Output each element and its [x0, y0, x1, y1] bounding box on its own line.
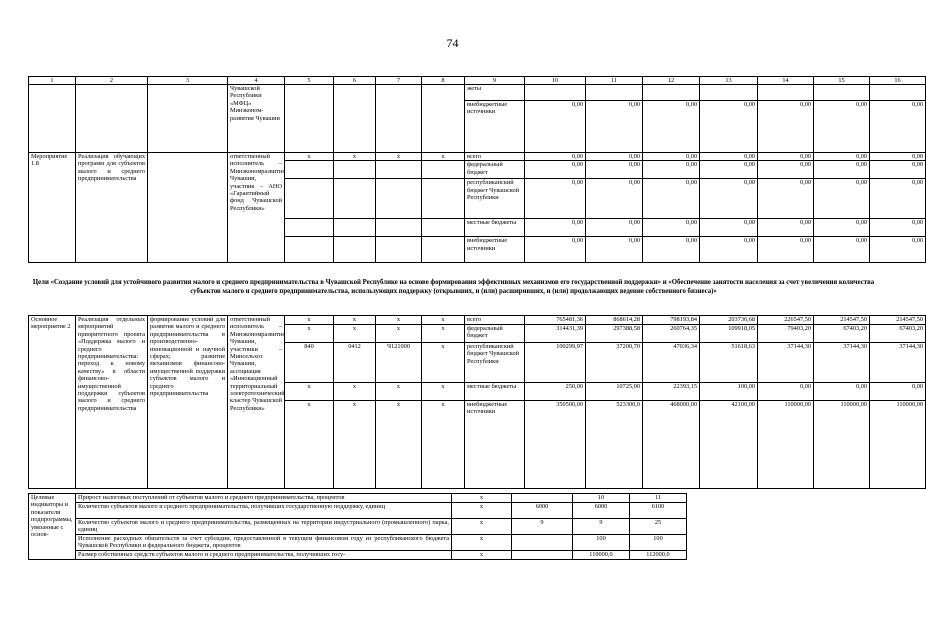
- indicator-value-cell: 100: [630, 535, 687, 551]
- table-cell: [801, 519, 857, 535]
- page-number: 74: [446, 36, 459, 50]
- code-cell: x: [334, 383, 376, 401]
- value-cell: 42100,00: [700, 401, 758, 489]
- indicator-base-cell: x: [452, 494, 512, 503]
- value-cell: 0,00: [525, 179, 586, 219]
- indicator-value-cell: 110000,0: [573, 551, 630, 560]
- header-row: [29, 77, 926, 85]
- table-cell: [148, 85, 228, 153]
- table-cell: [29, 85, 76, 153]
- indicators-label-cell: Целевые индикаторы и показатели подпрограммы, увязанные с основ-: [29, 494, 76, 560]
- table-row: [29, 85, 926, 101]
- table-row: [29, 535, 880, 551]
- indicator-text-cell: Прирост налоговых поступлений от субъектов малого и среднего предпринимательства, процентов: [76, 494, 452, 503]
- indicator-value-cell: 6100: [630, 503, 687, 519]
- source-cell: федеральный бюджет: [465, 325, 525, 343]
- indicator-value-cell: 100: [573, 535, 630, 551]
- header-cell: 3: [148, 77, 228, 85]
- code-cell: x: [285, 383, 334, 401]
- program-table-part-1: [28, 76, 926, 263]
- value-cell: 0,00: [870, 161, 926, 179]
- source-cell: республиканский бюджет Чувашской Республики: [465, 343, 525, 383]
- value-cell: 0,00: [525, 237, 586, 263]
- value-cell: 0,00: [700, 219, 758, 237]
- indicator-value-cell: 9: [573, 519, 630, 535]
- header-cell: 4: [228, 77, 285, 85]
- value-cell: 0,00: [525, 153, 586, 161]
- value-cell: 100,00: [700, 383, 758, 401]
- measure-cell: Мероприятие 1.8: [29, 153, 76, 263]
- table-cell: [376, 219, 422, 237]
- value-cell: 0,00: [814, 153, 870, 161]
- value-cell: [525, 85, 586, 101]
- value-cell: 51618,63: [700, 343, 758, 383]
- table-cell: [422, 237, 465, 263]
- code-cell: x: [285, 325, 334, 343]
- value-cell: 0,00: [814, 179, 870, 219]
- value-cell: 0,00: [643, 237, 700, 263]
- code-cell: x: [376, 401, 422, 489]
- header-cell: 14: [758, 77, 814, 85]
- indicator-text-cell: Количество субъектов малого и среднего предпринимательства, размещенных на территории индустриального (промышленного) парка, единиц: [76, 519, 452, 535]
- indicator-base-cell: x: [452, 503, 512, 519]
- indicator-value-cell: [512, 551, 573, 560]
- table-cell: [334, 161, 376, 179]
- table-cell: [334, 237, 376, 263]
- value-cell: 110000,00: [758, 401, 814, 489]
- value-cell: 0,00: [814, 219, 870, 237]
- measure-cell: Основное мероприятие 2: [29, 316, 76, 489]
- value-cell: 0,00: [870, 237, 926, 263]
- header-cell: 8: [422, 77, 465, 85]
- table-cell: [376, 179, 422, 219]
- value-cell: 0,00: [870, 153, 926, 161]
- table-cell: [376, 237, 422, 263]
- code-cell: x: [422, 153, 465, 161]
- responsible-cell: ответственный исполнитель – Минэкономразвития Чувашии, участники – Минсельхоз Чувашии, ассоциация «Инновационный территориальный электротехнический кластер Чувашской Республики»: [228, 316, 285, 489]
- table-cell: [745, 494, 801, 503]
- table-cell: [801, 551, 857, 560]
- indicator-value-cell: [512, 535, 573, 551]
- value-cell: 203736,68: [700, 316, 758, 325]
- value-cell: 0,00: [586, 237, 643, 263]
- value-cell: 47036,34: [643, 343, 700, 383]
- table-cell: [422, 85, 465, 153]
- code-cell: x: [376, 383, 422, 401]
- value-cell: 0,00: [814, 383, 870, 401]
- value-cell: 0,00: [700, 153, 758, 161]
- program-table-part-2: [28, 315, 926, 489]
- value-cell: 0,00: [814, 161, 870, 179]
- source-cell: внебюджетные источники: [465, 101, 525, 153]
- goal-cell: формирование условий для развития малого и среднего предпринимательства в производственно-инновационной и научной сферах; развитие механизмов финансово-имущественной поддержки субъектов малого и среднего предпринимательства: [148, 316, 228, 489]
- value-cell: [758, 85, 814, 101]
- source-cell: всего: [465, 316, 525, 325]
- code-cell: x: [422, 383, 465, 401]
- code-cell: x: [376, 153, 422, 161]
- code-cell: x: [376, 325, 422, 343]
- table-cell: [801, 494, 857, 503]
- value-cell: 67403,20: [870, 325, 926, 343]
- table-cell: [334, 85, 376, 153]
- goal-cell: [148, 153, 228, 263]
- value-cell: 214547,50: [814, 316, 870, 325]
- indicator-value-cell: 10: [573, 494, 630, 503]
- value-cell: 0,00: [870, 383, 926, 401]
- value-cell: 0,00: [643, 179, 700, 219]
- value-cell: 0,00: [870, 101, 926, 153]
- header-cell: 2: [76, 77, 148, 85]
- value-cell: 0,00: [643, 153, 700, 161]
- value-cell: 297388,58: [586, 325, 643, 343]
- code-cell: 0412: [334, 343, 376, 383]
- header-cell: 11: [586, 77, 643, 85]
- value-cell: [586, 85, 643, 101]
- value-cell: 226547,50: [758, 316, 814, 325]
- source-cell: внебюджетные источники: [465, 237, 525, 263]
- code-cell: x: [285, 153, 334, 161]
- table-cell: [745, 519, 801, 535]
- indicator-value-cell: 11: [630, 494, 687, 503]
- source-cell: федеральный бюджет: [465, 161, 525, 179]
- value-cell: 868614,28: [586, 316, 643, 325]
- code-cell: x: [334, 316, 376, 325]
- responsible-cell: Чувашской Республики «МФЦ» Минэконом-развития Чувашии: [228, 85, 285, 153]
- indicator-base-cell: x: [452, 551, 512, 560]
- value-cell: 22393,15: [643, 383, 700, 401]
- measure-name-cell: Реализация отдельных мероприятий приоритетного проекта «Поддержка малого и среднего предпринимательства: переход к новому качеству» в области финансово-имущественной поддержки субъектов малого и среднего предпринимательства: [76, 316, 148, 489]
- table-cell: [857, 535, 880, 551]
- code-cell: x: [422, 401, 465, 489]
- code-cell: x: [422, 343, 465, 383]
- indicator-value-cell: 25: [630, 519, 687, 535]
- table-cell: [285, 237, 334, 263]
- value-cell: 798193,84: [643, 316, 700, 325]
- table-cell: [76, 85, 148, 153]
- table-cell: [857, 494, 880, 503]
- table-cell: [334, 219, 376, 237]
- table-row: [29, 494, 880, 503]
- indicator-value-cell: 9: [512, 519, 573, 535]
- value-cell: 0,00: [586, 101, 643, 153]
- table-cell: [285, 179, 334, 219]
- value-cell: 0,00: [870, 219, 926, 237]
- code-cell: Ч121000: [376, 343, 422, 383]
- code-cell: x: [376, 316, 422, 325]
- indicator-text-cell: Исполнение расходных обязательств за счет субсидии, предоставленной в текущем финансовом году из республиканского бюджета Чувашской Республики и федерального бюджета, процентов: [76, 535, 452, 551]
- header-cell: 12: [643, 77, 700, 85]
- value-cell: 0,00: [700, 179, 758, 219]
- table-row: [29, 503, 880, 519]
- value-cell: 0,00: [586, 161, 643, 179]
- table-cell: [285, 161, 334, 179]
- value-cell: [643, 85, 700, 101]
- table-cell: [687, 535, 745, 551]
- table-cell: [285, 219, 334, 237]
- value-cell: 0,00: [643, 161, 700, 179]
- value-cell: 0,00: [814, 101, 870, 153]
- value-cell: 468000,00: [643, 401, 700, 489]
- value-cell: 0,00: [643, 219, 700, 237]
- table-cell: [422, 219, 465, 237]
- header-cell: 16: [870, 77, 926, 85]
- header-cell: 9: [465, 77, 525, 85]
- header-cell: 13: [700, 77, 758, 85]
- value-cell: 67403,20: [814, 325, 870, 343]
- responsible-cell: ответственный исполнитель – Минэкономразвития Чувашии, участник – АНО «Гарантийный фонд Чувашской Республики»: [228, 153, 285, 263]
- table-cell: [687, 503, 745, 519]
- header-cell: 7: [376, 77, 422, 85]
- value-cell: 37200,70: [586, 343, 643, 383]
- value-cell: 0,00: [586, 153, 643, 161]
- indicators-table: [28, 493, 880, 560]
- code-cell: x: [334, 401, 376, 489]
- table-cell: [422, 161, 465, 179]
- value-cell: 0,00: [700, 237, 758, 263]
- value-cell: 250,00: [525, 383, 586, 401]
- indicator-base-cell: x: [452, 519, 512, 535]
- source-cell: республиканский бюджет Чувашской Республики: [465, 179, 525, 219]
- table-cell: [285, 85, 334, 153]
- value-cell: [700, 85, 758, 101]
- value-cell: 214547,50: [870, 316, 926, 325]
- value-cell: [870, 85, 926, 101]
- value-cell: 0,00: [700, 101, 758, 153]
- table-cell: [687, 551, 745, 560]
- code-cell: x: [422, 325, 465, 343]
- table-cell: [801, 503, 857, 519]
- value-cell: 0,00: [586, 219, 643, 237]
- value-cell: 0,00: [758, 153, 814, 161]
- value-cell: 37144,30: [870, 343, 926, 383]
- indicator-value-cell: 6000: [512, 503, 573, 519]
- value-cell: 110000,00: [814, 401, 870, 489]
- value-cell: 0,00: [870, 179, 926, 219]
- source-cell: местные бюджеты: [465, 383, 525, 401]
- indicator-text-cell: Размер собственных средств субъектов малого и среднего предпринимательства, получивших госу-: [76, 551, 452, 560]
- table-cell: [422, 179, 465, 219]
- indicator-value-cell: [512, 494, 573, 503]
- table-cell: [376, 85, 422, 153]
- source-cell: всего: [465, 153, 525, 161]
- value-cell: 0,00: [814, 237, 870, 263]
- value-cell: 260764,35: [643, 325, 700, 343]
- table-cell: [687, 494, 745, 503]
- table-cell: [745, 551, 801, 560]
- value-cell: 350500,00: [525, 401, 586, 489]
- value-cell: 314431,39: [525, 325, 586, 343]
- header-cell: 6: [334, 77, 376, 85]
- value-cell: 0,00: [525, 101, 586, 153]
- table-row: [29, 551, 880, 560]
- table-row: [29, 519, 880, 535]
- indicator-text-cell: Количество субъектов малого и среднего предпринимательства, получивших государственную поддержку, единиц: [76, 503, 452, 519]
- value-cell: 0,00: [525, 161, 586, 179]
- code-cell: x: [334, 153, 376, 161]
- value-cell: 109918,05: [700, 325, 758, 343]
- header-cell: 5: [285, 77, 334, 85]
- value-cell: 765481,36: [525, 316, 586, 325]
- indicator-base-cell: x: [452, 535, 512, 551]
- code-cell: x: [285, 401, 334, 489]
- value-cell: 0,00: [586, 179, 643, 219]
- value-cell: 0,00: [525, 219, 586, 237]
- code-cell: x: [285, 316, 334, 325]
- code-cell: 840: [285, 343, 334, 383]
- code-cell: x: [422, 316, 465, 325]
- value-cell: 0,00: [758, 161, 814, 179]
- value-cell: 523300,0: [586, 401, 643, 489]
- value-cell: 37144,30: [814, 343, 870, 383]
- goal-heading: Цели «Создание условий для устойчивого развития малого и среднего предпринимательства в Чувашской Республике на основе формирования эффективных механизмов его государственной поддержки» и «Обеспечение занятости населения за счет увеличения количества субъектов малого и среднего предпринимательства, использующих поддержку (открывших, и (или) расширивших, и (или) продолжающих ведение собственного бизнеса)»: [32, 279, 875, 295]
- header-cell: 10: [525, 77, 586, 85]
- source-cell: жеты: [465, 85, 525, 101]
- table-cell: [801, 535, 857, 551]
- table-cell: [687, 519, 745, 535]
- value-cell: 10725,00: [586, 383, 643, 401]
- indicator-value-cell: 112000,0: [630, 551, 687, 560]
- table-row: [29, 153, 926, 161]
- table-cell: [857, 551, 880, 560]
- value-cell: 79403,20: [758, 325, 814, 343]
- table-cell: [857, 519, 880, 535]
- indicator-value-cell: 6000: [573, 503, 630, 519]
- value-cell: [814, 85, 870, 101]
- table-cell: [745, 535, 801, 551]
- value-cell: 100299,97: [525, 343, 586, 383]
- header-cell: 15: [814, 77, 870, 85]
- value-cell: 0,00: [758, 383, 814, 401]
- table-cell: [857, 503, 880, 519]
- table-cell: [334, 179, 376, 219]
- table-cell: [376, 161, 422, 179]
- value-cell: 37144,30: [758, 343, 814, 383]
- value-cell: 0,00: [758, 237, 814, 263]
- value-cell: 110000,00: [870, 401, 926, 489]
- table-row: [29, 316, 926, 325]
- table-cell: [745, 503, 801, 519]
- value-cell: 0,00: [758, 219, 814, 237]
- measure-name-cell: Реализация обучающих программ для субъектов малого и среднего предпринимательства: [76, 153, 148, 263]
- header-cell: 1: [29, 77, 76, 85]
- value-cell: 0,00: [700, 161, 758, 179]
- code-cell: x: [334, 325, 376, 343]
- value-cell: 0,00: [643, 101, 700, 153]
- source-cell: внебюджетные источники: [465, 401, 525, 489]
- value-cell: 0,00: [758, 101, 814, 153]
- source-cell: местные бюджеты: [465, 219, 525, 237]
- value-cell: 0,00: [758, 179, 814, 219]
